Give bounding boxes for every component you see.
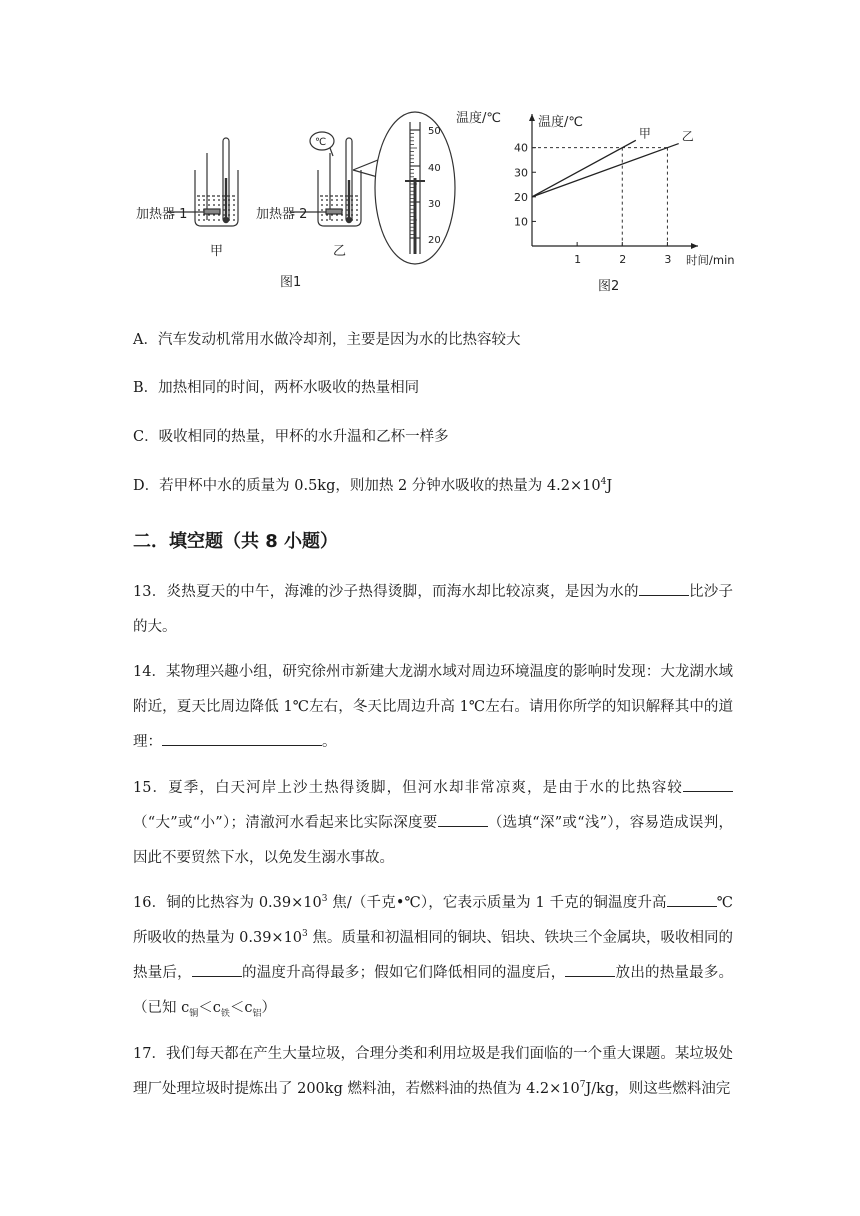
y-axis-arrow	[529, 114, 535, 121]
y-tick-label: 40	[514, 141, 528, 155]
q16-text-3: ℃所吸收的热量为 0.39×10	[133, 895, 733, 946]
series-line-jia	[532, 140, 636, 197]
y-tick-label: 10	[514, 215, 528, 229]
q16-text-2: 焦/（千克•℃），它表示质量为 1 千克的铜温度升高	[327, 895, 667, 911]
q13-text-1: 13．炎热夏天的中午，海滩的沙子热得烫脚，而海水却比较凉爽，是因为水的	[133, 584, 639, 600]
q15-text-1: 15．夏季，白天河岸上沙土热得烫脚，但河水却非常凉爽，是由于水的比热容较	[133, 780, 683, 796]
q16-blank-2[interactable]	[192, 962, 242, 977]
x-axis-label: 时间/min	[686, 253, 735, 267]
option-d	[133, 476, 612, 496]
option-d-text: D．若甲杯中水的质量为 0.5kg，则加热 2 分钟水吸收的热量为 4.2×10	[133, 478, 601, 494]
question-14	[133, 655, 733, 760]
figure2-caption: 图2	[598, 279, 620, 294]
q16-text-4: 焦。质量和初温相同的铜块、铝块、铁块三个金属块，吸收相同的热量后，	[133, 930, 733, 981]
question-13	[133, 575, 733, 645]
q17-text-1: 17．我们每天都在产生大量垃圾，合理分类和利用垃圾是我们面临的一个重大课题。某垃圾处理厂处理垃圾时提炼出了 200kg 燃料油，若燃料油的热值为 4.2×10	[133, 1046, 733, 1097]
question-17	[133, 1037, 733, 1107]
label-jia: 甲	[210, 244, 224, 259]
y-axis-label: 温度/℃	[538, 115, 583, 130]
heater2-label: 加热器 2	[256, 207, 308, 222]
label-yi: 乙	[333, 244, 347, 259]
q17-text-2: J/kg，则这些燃料油完	[585, 1081, 731, 1097]
x-axis-arrow	[691, 243, 698, 249]
q16-sub-aluminum: 铝	[252, 1008, 262, 1019]
q16-text-5: 的温度升高得最多；假如它们降低相同的温度后，	[241, 965, 566, 981]
q16-text-1: 16．铜的比热容为 0.39×10	[133, 895, 322, 911]
x-tick-label: 1	[574, 253, 582, 266]
q17-exp: 7	[579, 1080, 586, 1091]
q16-text-9: ）	[261, 1000, 277, 1016]
q15-text-3: （选填“深”或“浅”），容易造成误判，因此不要贸然下水，以免发生溺水事故。	[133, 815, 733, 866]
x-tick-label: 2	[619, 253, 627, 266]
series-label-yi: 乙	[681, 129, 694, 144]
heater1-label: 加热器 1	[136, 207, 188, 222]
figure1-caption: 图1	[280, 275, 302, 290]
option-d-unit: J	[606, 478, 613, 494]
unit-badge: ℃	[315, 137, 327, 148]
option-c: C．吸收相同的热量，甲杯的水升温和乙杯一样多	[133, 429, 449, 445]
q15-blank-2[interactable]	[438, 812, 488, 827]
question-15	[133, 771, 733, 876]
q16-text-6: 放出的热量最多。（已知 c	[133, 965, 734, 1016]
y-tick-label: 20	[514, 190, 528, 204]
series-line-yi	[532, 144, 679, 197]
series-label-jia: 甲	[638, 126, 651, 141]
scale-tick-20: 20	[428, 235, 441, 246]
q16-blank-3[interactable]	[565, 962, 615, 977]
q16-exp-2: 3	[302, 929, 308, 940]
y-tick-label: 30	[514, 166, 528, 180]
scale-tick-40: 40	[428, 163, 441, 174]
q16-text-7: ＜c	[198, 1000, 221, 1016]
q16-sub-copper: 铜	[189, 1008, 199, 1019]
q16-sub-iron: 铁	[220, 1008, 230, 1019]
q14-text-2: 。	[322, 734, 337, 750]
q16-blank-1[interactable]	[667, 892, 717, 907]
q14-blank[interactable]	[162, 731, 322, 746]
q15-blank-1[interactable]	[683, 777, 733, 792]
option-a: A．汽车发动机常用水做冷却剂，主要是因为水的比热容较大	[133, 332, 521, 348]
x-tick-label: 3	[664, 253, 672, 266]
q16-text-8: ＜c	[229, 1000, 253, 1016]
q14-text-1: 14．某物理兴趣小组，研究徐州市新建大龙湖水域对周边环境温度的影响时发现：大龙湖水域附近，夏天比周边降低 1℃左右，冬天比周边升高 1℃左右。请用你所学的知识解释其中的道理：	[133, 664, 733, 750]
q13-text-2: 比沙子的大。	[133, 584, 734, 635]
scale-tick-30: 30	[428, 199, 441, 210]
q15-text-2: （“大”或“小”）；清澈河水看起来比实际深度要	[133, 815, 438, 831]
section-title: 二．填空题（共 8 小题）	[133, 531, 339, 552]
scale-tick-50: 50	[428, 126, 441, 137]
temperature-time-chart	[514, 114, 735, 267]
q13-blank[interactable]	[639, 581, 689, 596]
scale-title: 温度/℃	[456, 111, 501, 126]
q16-exp-1: 3	[321, 894, 328, 905]
figure-area	[120, 108, 760, 298]
question-16	[133, 886, 733, 1026]
option-b: B．加热相同的时间，两杯水吸收的热量相同	[133, 380, 420, 396]
option-d-exponent: 4	[600, 477, 607, 488]
